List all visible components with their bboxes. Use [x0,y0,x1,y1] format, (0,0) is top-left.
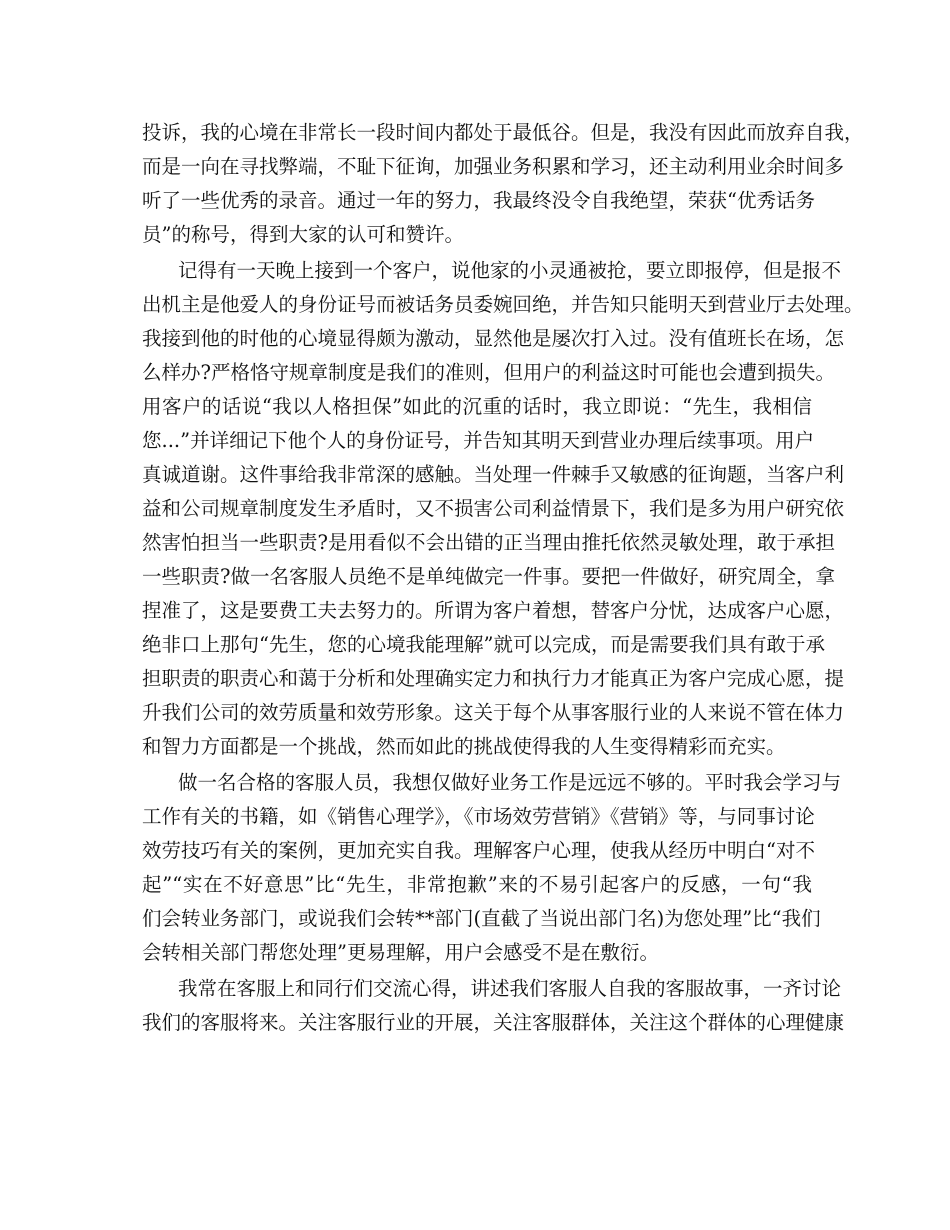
text-line: 捏准了，这是要费工夫去努力的。所谓为客户着想，替客户分忧，达成客户心愿， [142,599,845,622]
text-line: 做一名合格的客服人员，我想仅做好业务工作是远远不够的。平时我会学习与 [178,771,842,794]
text-line: 真诚道谢。这件事给我非常深的感触。当处理一件棘手又敏感的征询题，当客户利 [142,463,845,486]
text-line: 您...”并详细记下他个人的身份证号，并告知其明天到营业办理后续事项。用户 [142,429,815,452]
text-line: 起”“实在不好意思”比“先生，非常抱歉”来的不易引起客户的反感，一句“我 [142,873,812,896]
text-line: 我常在客服上和同行们交流心得，讲述我们客服人自我的客服故事，一齐讨论 [178,977,842,1000]
text-line: 工作有关的书籍，如《销售心理学》，《市场效劳营销》《营销》等，与同事讨论 [142,805,815,828]
text-line: 绝非口上那句“先生，您的心境我能理解”就可以完成，而是需要我们具有敢于承 [142,633,825,656]
text-line: 担职责的职责心和蔼于分析和处理确实定力和执行力才能真正为客户完成心愿，提 [142,667,845,690]
text-line: 用客户的话说“我以人格担保”如此的沉重的话时，我立即说：“先生，我相信 [142,395,812,418]
text-line: 投诉，我的心境在非常长一段时间内都处于最低谷。但是，我没有因此而放弃自我， [142,121,864,144]
text-line: 一些职责?做一名客服人员绝不是单纯做完一件事。要把一件做好，研究周全，拿 [142,565,835,588]
text-line: 们会转业务部门，或说我们会转**部门(直截了当说出部门名)为您处理”比“我们 [142,907,821,930]
text-line: 记得有一天晚上接到一个客户，说他家的小灵通被抢，要立即报停，但是报不 [178,259,842,282]
text-line: 员”的称号，得到大家的认可和赞许。 [142,223,464,246]
text-line: 我们的客服将来。关注客服行业的开展，关注客服群体，关注这个群体的心理健康 [142,1011,845,1034]
text-line: 升我们公司的效劳质量和效劳形象。这关于每个从事客服行业的人来说不管在体力 [142,701,845,724]
text-line: 然害怕担当一些职责?是用看似不会出错的正当理由推托依然灵敏处理，敢于承担 [142,531,835,554]
text-line: 和智力方面都是一个挑战，然而如此的挑战使得我的人生变得精彩而充实。 [142,735,786,758]
text-line: 而是一向在寻找弊端，不耻下征询，加强业务积累和学习，还主动利用业余时间多 [142,155,845,178]
text-line: 出机主是他爱人的身份证号而被话务员委婉回绝，并告知只能明天到营业厅去处理。 [142,293,864,316]
text-line: 会转相关部门帮您处理”更易理解，用户会感受不是在敷衍。 [142,941,659,964]
text-line: 我接到他的时他的心境显得颇为激动，显然他是屡次打入过。没有值班长在场，怎 [142,327,845,350]
text-line: 效劳技巧有关的案例，更加充实自我。理解客户心理，使我从经历中明白“对不 [142,839,815,862]
text-line: 听了一些优秀的录音。通过一年的努力，我最终没令自我绝望，荣获“优秀话务 [142,189,815,212]
text-line: 益和公司规章制度发生矛盾时，又不损害公司利益情景下，我们是多为用户研究依 [142,497,845,520]
text-line: 么样办?严格恪守规章制度是我们的准则，但用户的利益这时可能也会遭到损失。 [142,361,835,384]
